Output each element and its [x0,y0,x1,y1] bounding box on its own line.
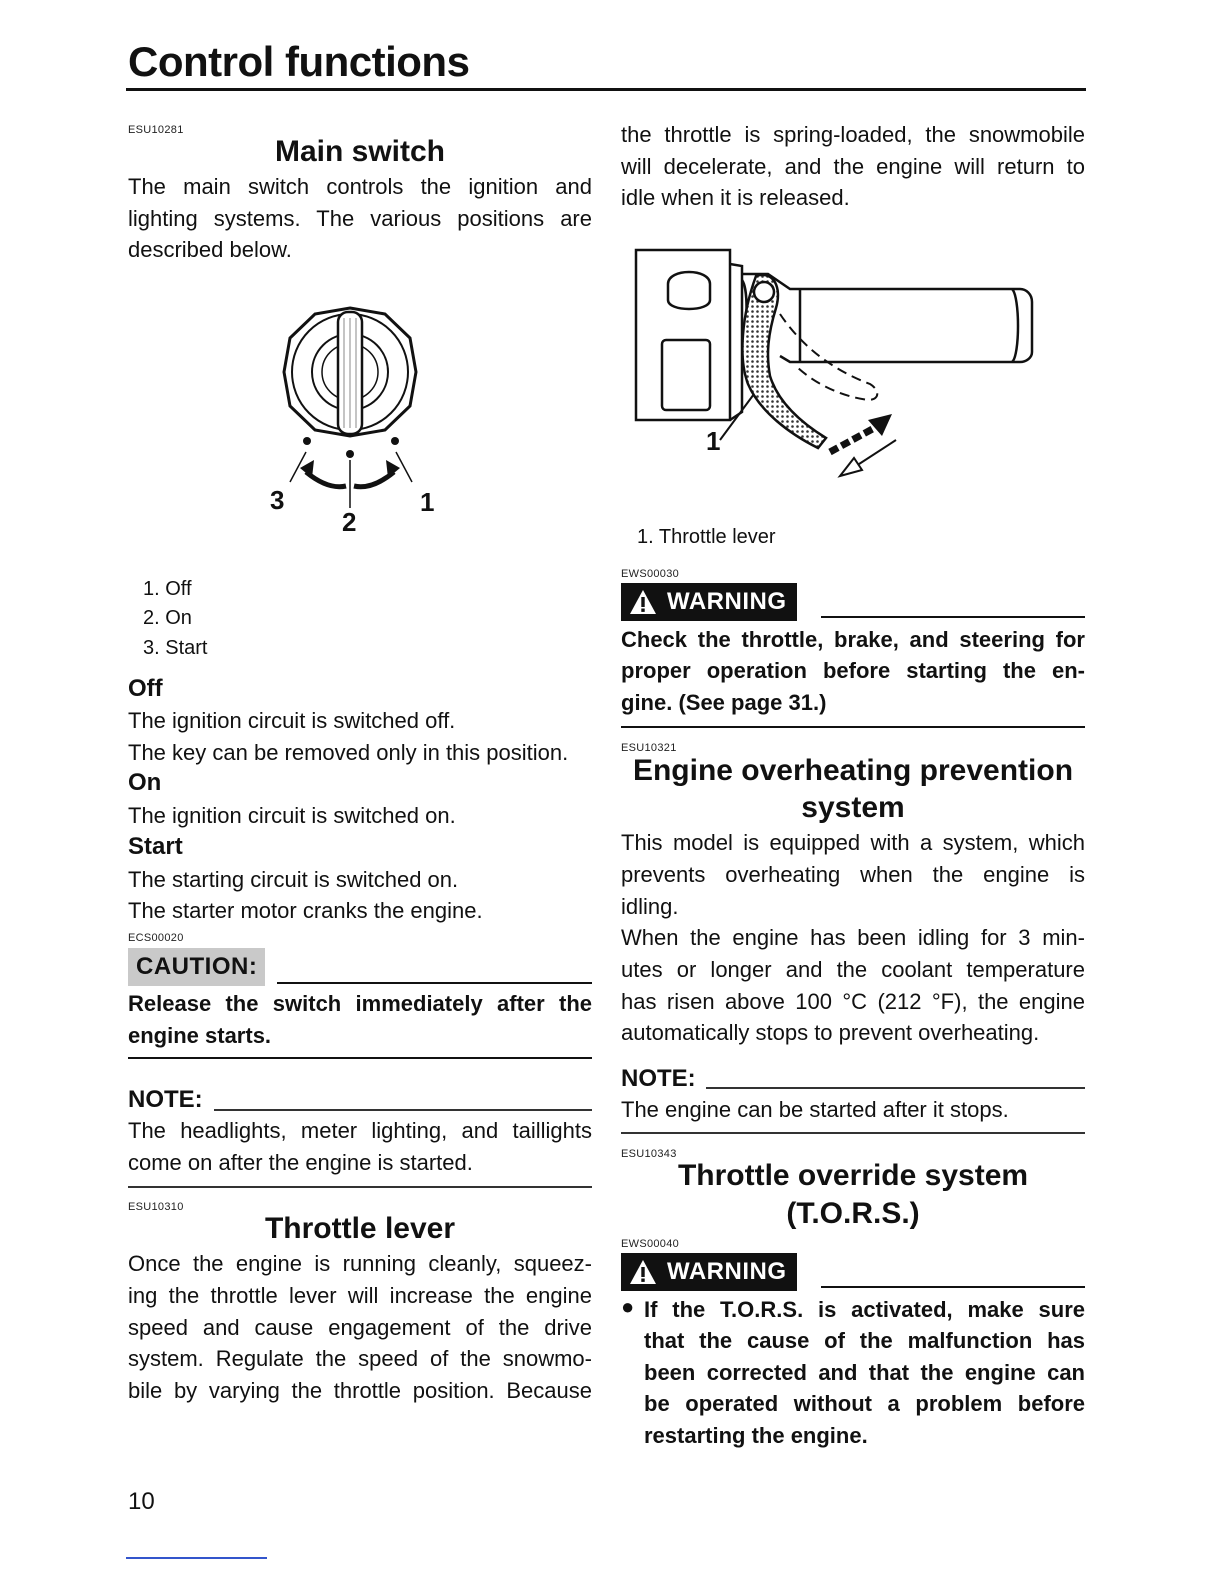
warning-code: EWS00040 [621,1238,680,1250]
warning-text-line: proper operation before starting the en- [621,658,1085,683]
page-title: Control functions [128,38,470,85]
note-rule [706,1087,1085,1089]
legend-item: 3. Start [143,637,208,659]
overheating-line: idling. [621,894,679,919]
note-end-rule [128,1186,592,1188]
warning-code: EWS00030 [621,568,680,580]
throttle-text-line: system. Regulate the speed of the snowmo- [128,1346,592,1371]
note-text: The headlights, meter lighting, and taillights come on after the engine is started. [128,1118,592,1175]
off-heading: Off [128,675,163,702]
main-switch-intro: The main switch controls the ignition and lighting systems. The various positions are described below. [128,174,592,263]
warning-icon [629,589,657,615]
overheating-line: This model is equipped with a system, which [621,830,1085,855]
tors-heading: Throttle override system [677,1159,1029,1192]
overheating-line: has risen above 100 °C (212 °F), the engine [621,989,1085,1014]
throttle-text-line: speed and cause engagement of the drive [128,1315,592,1340]
on-text: The ignition circuit is switched on. [128,803,456,828]
title-rule [126,88,1086,91]
legend-item: 1. Off [143,578,192,600]
off-text: The key can be removed only in this position. [128,740,569,765]
bottom-link-underline [126,1557,267,1559]
overheating-heading: system [801,791,905,824]
warning-rule [821,616,1085,618]
overheating-line: utes or longer and the coolant temperature [621,957,1085,982]
caution-label: CAUTION: [128,948,265,986]
warning-end-rule [621,726,1085,728]
warning-text-line: If the T.O.R.S. is activated, make sure [644,1297,1085,1322]
caution-end-rule [128,1057,592,1059]
on-heading: On [128,769,162,796]
section-code: ESU10343 [621,1148,677,1160]
throttle-lever-heading: Throttle lever [264,1212,456,1245]
bullet-icon: ● [621,1294,635,1319]
caution-rule [277,982,592,984]
warning-label-box [621,583,797,621]
warning-label-box [621,1253,797,1291]
note-label: NOTE: [128,1086,203,1113]
start-text: The starter motor cranks the engine. [128,898,483,923]
figure-label-3: 3 [270,485,285,515]
warning-text-line: that the cause of the malfunction has [644,1328,1085,1353]
off-text: The ignition circuit is switched off. [128,708,456,733]
overheating-line: prevents overheating when the engine is [621,862,1085,887]
page-number: 10 [128,1488,155,1515]
note-text: The engine can be started after it stops. [621,1097,1009,1122]
legend-item: 2. On [143,607,192,629]
caution-code: ECS00020 [128,932,184,944]
throttle-legend: 1. Throttle lever [637,526,776,548]
warning-text-line: Check the throttle, brake, and steering for [621,627,1085,652]
overheating-heading: Engine overheating prevention [632,754,1074,787]
section-code: ESU10321 [621,742,677,754]
figure-label-1: 1 [420,487,435,517]
overheating-line: automatically stops to prevent overheating. [621,1020,1040,1045]
warning-rule [821,1286,1085,1288]
warning-text-line: be operated without a problem before [644,1391,1085,1416]
throttle-continued-line: idle when it is released. [621,185,850,210]
warning-text-line: been corrected and that the engine can [644,1360,1085,1385]
warning-text-line: restarting the engine. [644,1423,868,1448]
overheating-line: When the engine has been idling for 3 min- [621,925,1085,950]
figure-label-1: 1 [706,426,721,456]
tors-heading: (T.O.R.S.) [786,1197,920,1230]
figure-label-2: 2 [342,507,357,537]
throttle-text-line: ing the throttle lever will increase the engine [128,1283,592,1308]
warning-label: WARNING [667,588,787,615]
throttle-text-line: bile by varying the throttle position. Because [128,1378,592,1403]
warning-label: WARNING [667,1258,787,1285]
note-label: NOTE: [621,1065,696,1092]
warning-text-line: gine. (See page 31.) [621,690,827,715]
section-code: ESU10310 [128,1201,184,1213]
throttle-continued-line: will decelerate, and the engine will return to [621,154,1085,179]
warning-icon [629,1259,657,1285]
throttle-text-line: Once the engine is running cleanly, squeez- [128,1251,592,1276]
start-text: The starting circuit is switched on. [128,867,459,892]
note-end-rule [621,1132,1085,1134]
caution-text: Release the switch immediately after the engine starts. [128,991,592,1048]
throttle-continued-line: the throttle is spring-loaded, the snowmobile [621,122,1085,147]
throttle-lever-figure [630,244,1040,484]
main-switch-heading: Main switch [274,135,446,168]
main-switch-figure [260,300,460,545]
section-code: ESU10281 [128,124,184,136]
start-heading: Start [128,833,183,860]
note-rule [214,1109,592,1111]
